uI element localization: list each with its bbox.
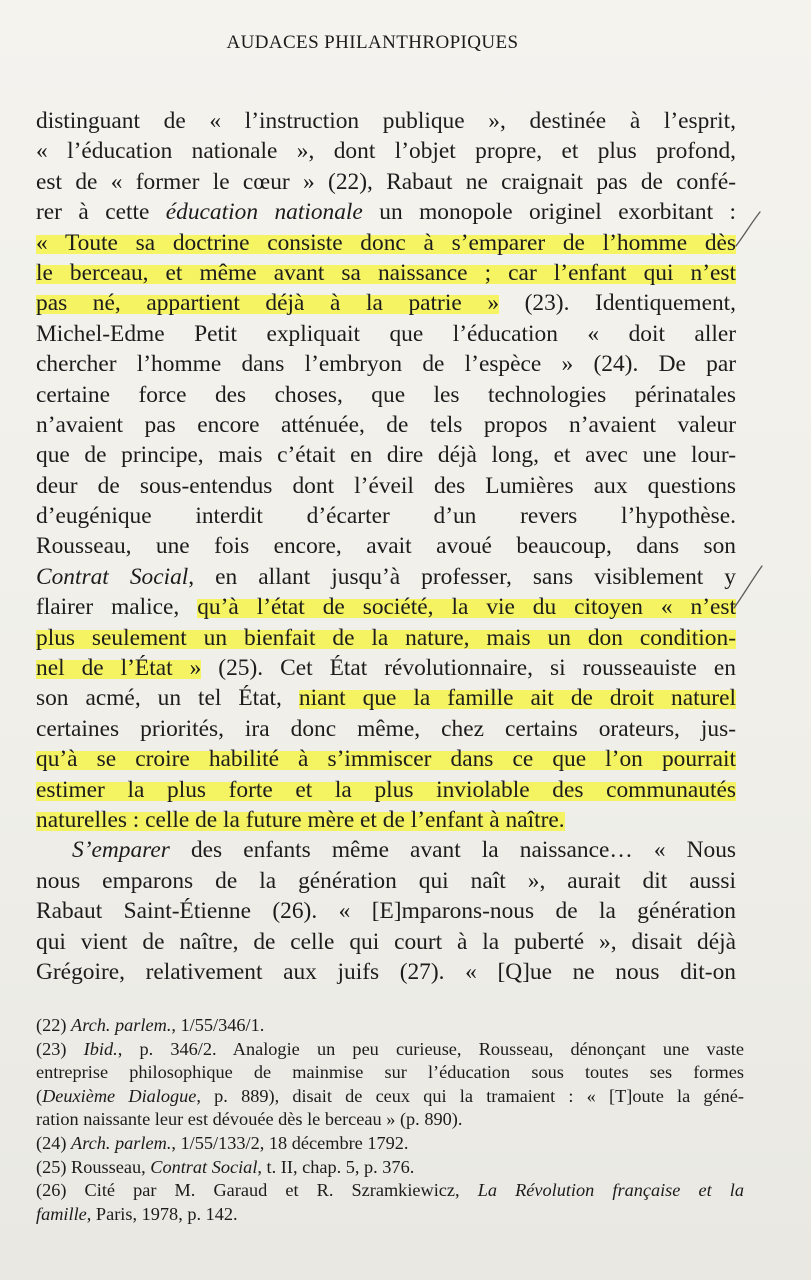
text-line: n’avaient pas encore atténuée, de tels propos n’avaient valeur bbox=[36, 411, 736, 438]
highlighted-passage: pas né, appartient déjà à la patrie » bbox=[36, 290, 500, 317]
paragraph-start-line bbox=[36, 835, 736, 865]
highlighted-passage: nel de l’État » bbox=[36, 655, 202, 682]
highlighted-passage: plus seulement un bienfait de la nature, mais un don condition- bbox=[36, 624, 736, 651]
text-line: Rousseau, une fois encore, avait avoué beaucoup, dans son bbox=[36, 533, 736, 560]
note-number: (22) bbox=[36, 1015, 72, 1035]
footnote-24 bbox=[36, 1132, 744, 1156]
margin-pencil-stroke-1 bbox=[736, 212, 760, 246]
footnote-23 bbox=[36, 1038, 744, 1062]
highlighted-passage: estimer la plus forte et la plus inviolable des communautés bbox=[36, 776, 736, 803]
text-line: certaine force des choses, que les technologies périnatales bbox=[36, 381, 736, 408]
note-italic: Arch. parlem. bbox=[71, 1015, 172, 1035]
text-span: son acmé, un tel État, bbox=[36, 685, 299, 712]
text-line: d’eugénique interdit d’écarter d’un revers l’hypothèse. bbox=[36, 503, 736, 530]
text-line bbox=[36, 744, 736, 774]
note-text: (25) Rousseau, bbox=[36, 1156, 151, 1177]
note-italic: Arch. parlem. bbox=[71, 1132, 172, 1153]
margin-pencil-stroke-2 bbox=[734, 566, 762, 608]
footnote-line bbox=[36, 1085, 744, 1109]
text-line: que de principe, mais c’était en dire déjà long, et avec une lour- bbox=[36, 442, 736, 469]
note-text: , p. 346/2. Analogie un peu curieuse, Rousseau, dénonçant une vaste bbox=[117, 1038, 744, 1059]
note-text: , Paris, 1978, p. 142. bbox=[86, 1203, 238, 1224]
text-line bbox=[36, 805, 736, 835]
text-span: un monopole originel exorbitant : bbox=[362, 199, 736, 226]
text-line bbox=[36, 562, 736, 592]
note-italic: famille bbox=[36, 1203, 87, 1224]
italic-term: S’emparer bbox=[72, 837, 170, 864]
text-line bbox=[36, 623, 736, 653]
note-italic: La Révolution française et la bbox=[477, 1180, 744, 1201]
text-span: rer à cette bbox=[36, 199, 166, 226]
text-line bbox=[36, 288, 736, 318]
text-span: (25). Cet État révolutionnaire, si rousseauiste en bbox=[201, 655, 736, 682]
text-line bbox=[36, 683, 736, 713]
text-line bbox=[36, 775, 736, 805]
text-span: des enfants même avant la naissance… « Nous bbox=[169, 837, 736, 864]
text-line: chercher l’homme dans l’embryon de l’espèce » (24). De par bbox=[36, 351, 736, 378]
note-number: (23) bbox=[36, 1038, 84, 1059]
text-line: distinguant de « l’instruction publique », destinée à l’esprit, bbox=[36, 108, 736, 134]
note-italic: Deuxième Dialogue bbox=[42, 1085, 197, 1106]
text-span: (23). Identiquement, bbox=[499, 290, 736, 317]
italic-title: Contrat Social bbox=[36, 563, 189, 590]
highlighted-passage: « Toute sa doctrine consiste donc à s’emparer de l’homme dès bbox=[36, 229, 736, 256]
text-line: « l’éducation nationale », dont l’objet propre, et plus profond, bbox=[36, 138, 736, 165]
note-italic: Ibid. bbox=[83, 1038, 118, 1059]
text-line: certaines priorités, ira donc même, chez certains orateurs, jus- bbox=[36, 715, 736, 742]
body-text bbox=[36, 106, 736, 987]
highlighted-passage: qu’à l’état de société, la vie du citoyen « n’est bbox=[197, 594, 736, 621]
text-line: nous emparons de la génération qui naît », aurait dit aussi bbox=[36, 867, 736, 894]
text-line bbox=[36, 653, 736, 683]
note-text: ( bbox=[36, 1085, 43, 1106]
text-line bbox=[36, 228, 736, 258]
note-text: , t. II, chap. 5, p. 376. bbox=[257, 1156, 415, 1177]
note-text: (26) Cité par M. Garaud et R. Szramkiewicz, bbox=[36, 1180, 478, 1201]
note-text: , 1/55/133/2, 18 décembre 1792. bbox=[171, 1132, 409, 1153]
text-line bbox=[36, 258, 736, 288]
note-number: (24) bbox=[36, 1132, 72, 1153]
text-line: Rabaut Saint-Étienne (26). « [E]mparons-nous de la génération bbox=[36, 898, 736, 925]
text-line: Michel-Edme Petit expliquait que l’éducation « doit aller bbox=[36, 320, 736, 347]
text-span: flairer malice, bbox=[36, 594, 198, 621]
note-text: , 1/55/346/1. bbox=[171, 1015, 265, 1035]
text-line: Grégoire, relativement aux juifs (27). « [Q]ue ne nous dit-on bbox=[36, 958, 736, 985]
highlighted-passage: niant que la famille ait de droit naturel bbox=[298, 685, 736, 712]
footnote-26 bbox=[36, 1179, 744, 1203]
footnote-25 bbox=[36, 1156, 744, 1180]
footnotes bbox=[36, 1014, 744, 1226]
text-line: deur de sous-entendus dont l’éveil des Lumières aux questions bbox=[36, 472, 736, 499]
footnote-line: ration naissante leur est dévouée dès le berceau » (p. 890). bbox=[36, 1109, 463, 1130]
text-line bbox=[36, 197, 736, 227]
footnote-22 bbox=[36, 1014, 744, 1038]
footnote-line bbox=[36, 1203, 744, 1227]
text-line bbox=[36, 592, 736, 622]
running-head: AUDACES PHILANTHROPIQUES bbox=[226, 32, 519, 53]
highlighted-passage: qu’à se croire habilité à s’immiscer dans ce que l’on pourrait bbox=[36, 746, 736, 773]
note-italic: Contrat Social bbox=[150, 1156, 258, 1177]
text-line: est de « former le cœur » (22), Rabaut ne craignait pas de confé- bbox=[36, 168, 736, 195]
text-line: qui vient de naître, de celle qui court à la puberté », disait déjà bbox=[36, 928, 736, 955]
highlighted-passage: le berceau, et même avant sa naissance ; car l’enfant qui n’est bbox=[36, 259, 736, 286]
footnote-line: entreprise philosophique de mainmise sur l’éducation sous toutes ses formes bbox=[36, 1062, 744, 1083]
text-span: , en allant jusqu’à professer, sans visiblement y bbox=[188, 563, 736, 590]
highlighted-passage: naturelles : celle de la future mère et de l’enfant à naître. bbox=[36, 806, 565, 833]
note-text: , p. 889), disait de ceux qui la tramaient : « [T]oute la géné- bbox=[196, 1085, 744, 1106]
italic-term: éducation nationale bbox=[165, 199, 363, 226]
